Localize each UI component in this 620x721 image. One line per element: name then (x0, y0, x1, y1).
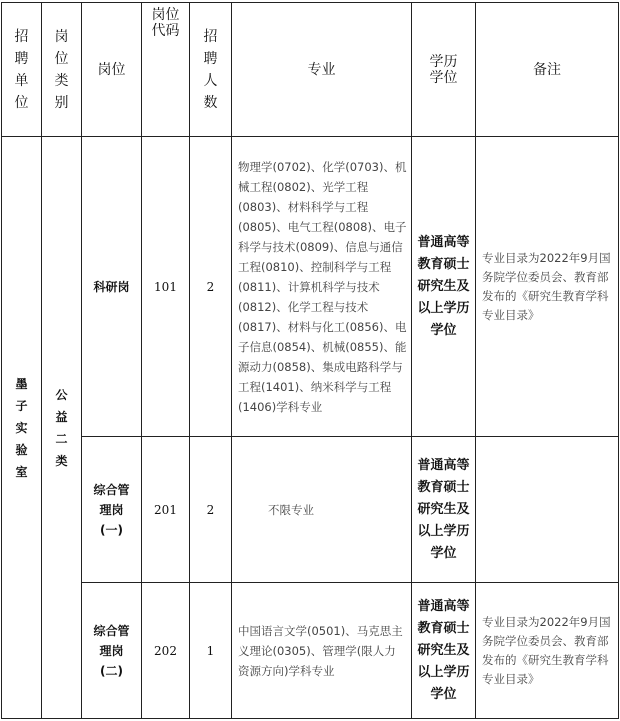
header-education: 学历学位 (412, 3, 476, 137)
major-cell: 中国语言文学(0501)、马克思主义理论(0305)、管理学(限人力资源方向)学科专业 (232, 583, 412, 719)
recruitment-table (1, 2, 619, 719)
header-major: 专业 (232, 3, 412, 137)
code-cell: 201 (142, 437, 190, 583)
code-cell: 101 (142, 137, 190, 437)
remarks-cell: 专业目录为2022年9月国务院学位委员会、教育部发布的《研究生教育学科专业目录》 (476, 583, 619, 719)
header-count: 招聘人数 (190, 3, 232, 137)
code-cell: 202 (142, 583, 190, 719)
table-row (2, 437, 619, 583)
remarks-cell (476, 437, 619, 583)
header-code: 岗位代码 (142, 3, 190, 137)
unit-cell: 墨子实验室 (2, 137, 42, 719)
education-cell: 普通高等教育硕士研究生及以上学历学位 (412, 137, 476, 437)
position-cell: 科研岗 (82, 137, 142, 437)
header-remarks: 备注 (476, 3, 619, 137)
major-cell: 不限专业 (232, 437, 412, 583)
major-cell: 物理学(0702)、化学(0703)、机械工程(0802)、光学工程(0803)、材料科学与工程(0805)、电气工程(0808)、电子科学与技术(0809)、信息与通信工程(0810)、控制科学与工程(0811)、计算机科学与技术(0812)、化学工程与技术(0817)、材料与化工(0856)、电子信息(0854)、机械(0855)、能源动力(0858)、集成电路科学与工程(1401)、纳米科学与工程(1406)学科专业 (232, 137, 412, 437)
header-position: 岗位 (82, 3, 142, 137)
header-category: 岗位类别 (42, 3, 82, 137)
table-row (2, 583, 619, 719)
count-cell: 2 (190, 437, 232, 583)
header-row (2, 3, 619, 137)
remarks-cell: 专业目录为2022年9月国务院学位委员会、教育部发布的《研究生教育学科专业目录》 (476, 137, 619, 437)
position-cell: 综合管理岗(一) (82, 437, 142, 583)
count-cell: 1 (190, 583, 232, 719)
header-unit: 招聘单位 (2, 3, 42, 137)
education-cell: 普通高等教育硕士研究生及以上学历学位 (412, 583, 476, 719)
education-cell: 普通高等教育硕士研究生及以上学历学位 (412, 437, 476, 583)
position-cell: 综合管理岗(二) (82, 583, 142, 719)
table-row (2, 137, 619, 437)
count-cell: 2 (190, 137, 232, 437)
category-cell: 公益二类 (42, 137, 82, 719)
